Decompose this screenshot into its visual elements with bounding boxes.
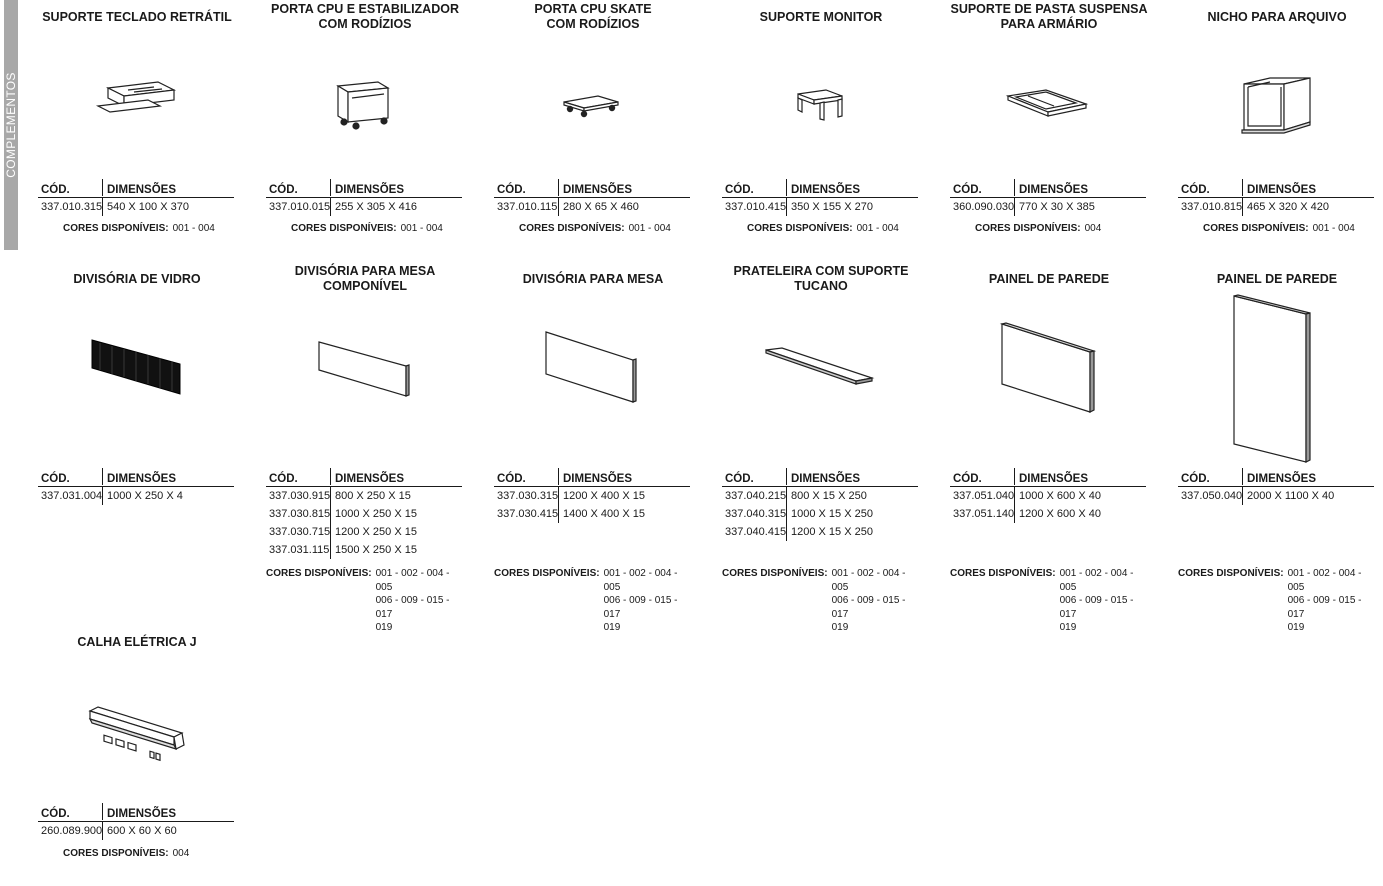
- product-title: PAINEL DE PAREDE: [988, 271, 1110, 286]
- product-illustration: [1178, 60, 1376, 140]
- table-row: 337.030.315 1200 X 400 X 15: [494, 487, 690, 505]
- product-illustration: [722, 60, 920, 140]
- product-illustration: [38, 695, 236, 765]
- wall-panel-drawing: [1178, 294, 1376, 464]
- table-row: 337.010.315 540 X 100 X 370: [38, 198, 234, 216]
- available-colors: CORES DISPONÍVEIS: 001 - 004: [747, 223, 899, 234]
- table-row: 360.090.030 770 X 30 X 385: [950, 198, 1146, 216]
- available-colors: CORES DISPONÍVEIS: 001 - 002 - 004 - 005 006 - 009 - 015 - 017 019: [722, 568, 906, 633]
- product-illustration: [38, 312, 236, 412]
- glass-divider-drawing: [38, 312, 236, 412]
- product-illustration: [1178, 294, 1376, 464]
- spec-table: CÓD. DIMENSÕES 337.040.215 800 X 15 X 250 337.040.315 1000 X 15 X 250 337.040.415 1200 X 15 X 250: [722, 468, 918, 541]
- product-title: PORTA CPU SKATE COM RODÍZIOS: [534, 2, 652, 31]
- keyboard-tray-drawing: [38, 60, 236, 140]
- table-row: 337.050.040 2000 X 1100 X 40: [1178, 487, 1374, 505]
- spec-table: CÓD. DIMENSÕES 337.051.040 1000 X 600 X 40 337.051.140 1200 X 600 X 40: [950, 468, 1146, 523]
- desk-divider-drawing: [494, 312, 692, 412]
- available-colors: CORES DISPONÍVEIS: 004: [975, 223, 1102, 234]
- table-row: 337.010.815 465 X 320 X 420: [1178, 198, 1374, 216]
- table-row: 337.030.715 1200 X 250 X 15: [266, 523, 462, 541]
- product-illustration: [266, 60, 464, 140]
- wall-panel-drawing: [950, 312, 1148, 422]
- section-tab: [4, 0, 18, 250]
- spec-table: CÓD. DIMENSÕES 337.030.915 800 X 250 X 15 337.030.815 1000 X 250 X 15 337.030.715 1200 X 250 X 15 337.031.115 1500 X 250 X 15: [266, 468, 462, 559]
- product-illustration: [494, 60, 692, 140]
- available-colors: CORES DISPONÍVEIS: 001 - 004: [63, 223, 215, 234]
- product-title: DIVISÓRIA PARA MESA COMPONÍVEL: [294, 264, 436, 293]
- table-row: 337.031.115 1500 X 250 X 15: [266, 541, 462, 559]
- spec-table: CÓD. DIMENSÕES 337.030.315 1200 X 400 X 15 337.030.415 1400 X 400 X 15: [494, 468, 690, 523]
- table-row: 260.089.900 600 X 60 X 60: [38, 822, 234, 840]
- product-title: SUPORTE MONITOR: [759, 9, 883, 24]
- table-row: 337.051.140 1200 X 600 X 40: [950, 505, 1146, 523]
- product-title: DIVISÓRIA PARA MESA: [522, 271, 664, 286]
- product-illustration: [494, 312, 692, 412]
- table-row: 337.030.915 800 X 250 X 15: [266, 487, 462, 505]
- spec-table: CÓD. DIMENSÕES 360.090.030 770 X 30 X 385: [950, 179, 1146, 216]
- available-colors: CORES DISPONÍVEIS: 001 - 002 - 004 - 005 006 - 009 - 015 - 017 019: [1178, 568, 1362, 633]
- spec-table: CÓD. DIMENSÕES 337.010.015 255 X 305 X 416: [266, 179, 462, 216]
- cpu-holder-drawing: [266, 60, 464, 140]
- spec-table: CÓD. DIMENSÕES 337.031.004 1000 X 250 X 4: [38, 468, 234, 505]
- table-row: 337.040.315 1000 X 15 X 250: [722, 505, 918, 523]
- table-row: 337.030.415 1400 X 400 X 15: [494, 505, 690, 523]
- product-title: PAINEL DE PAREDE: [1216, 271, 1338, 286]
- spec-table: CÓD. DIMENSÕES 260.089.900 600 X 60 X 60: [38, 803, 234, 840]
- available-colors: CORES DISPONÍVEIS: 001 - 002 - 004 - 005 006 - 009 - 015 - 017 019: [266, 568, 450, 633]
- product-title: PRATELEIRA COM SUPORTE TUCANO: [733, 264, 909, 293]
- shelf-drawing: [722, 312, 920, 412]
- available-colors: CORES DISPONÍVEIS: 001 - 004: [1203, 223, 1355, 234]
- product-illustration: [38, 60, 236, 140]
- product-title: NICHO PARA ARQUIVO: [1207, 9, 1347, 24]
- available-colors: CORES DISPONÍVEIS: 001 - 002 - 004 - 005 006 - 009 - 015 - 017 019: [494, 568, 678, 633]
- product-title: SUPORTE TECLADO RETRÁTIL: [42, 9, 232, 24]
- product-illustration: [950, 312, 1148, 422]
- product-illustration: [950, 60, 1148, 140]
- table-row: 337.040.215 800 X 15 X 250: [722, 487, 918, 505]
- available-colors: CORES DISPONÍVEIS: 001 - 004: [519, 223, 671, 234]
- spec-table: CÓD. DIMENSÕES 337.010.815 465 X 320 X 420: [1178, 179, 1374, 216]
- table-row: 337.040.415 1200 X 15 X 250: [722, 523, 918, 541]
- product-title: SUPORTE DE PASTA SUSPENSA PARA ARMÁRIO: [950, 2, 1148, 31]
- spec-table: CÓD. DIMENSÕES 337.010.315 540 X 100 X 370: [38, 179, 234, 216]
- spec-table: CÓD. DIMENSÕES 337.010.415 350 X 155 X 270: [722, 179, 918, 216]
- product-title: PORTA CPU E ESTABILIZADOR COM RODÍZIOS: [271, 2, 459, 31]
- product-illustration: [722, 312, 920, 412]
- table-row: 337.010.015 255 X 305 X 416: [266, 198, 462, 216]
- spec-table: CÓD. DIMENSÕES 337.050.040 2000 X 1100 X 40: [1178, 468, 1374, 505]
- cable-tray-drawing: [38, 695, 236, 765]
- product-title: DIVISÓRIA DE VIDRO: [73, 271, 201, 286]
- cpu-skate-drawing: [494, 60, 692, 140]
- spec-table: CÓD. DIMENSÕES 337.010.115 280 X 65 X 460: [494, 179, 690, 216]
- table-row: 337.010.115 280 X 65 X 460: [494, 198, 690, 216]
- product-illustration: [266, 312, 464, 412]
- available-colors: CORES DISPONÍVEIS: 004: [63, 848, 190, 859]
- available-colors: CORES DISPONÍVEIS: 001 - 004: [291, 223, 443, 234]
- monitor-stand-drawing: [722, 60, 920, 140]
- table-row: 337.051.040 1000 X 600 X 40: [950, 487, 1146, 505]
- table-row: 337.010.415 350 X 155 X 270: [722, 198, 918, 216]
- table-row: 337.030.815 1000 X 250 X 15: [266, 505, 462, 523]
- table-row: 337.031.004 1000 X 250 X 4: [38, 487, 234, 505]
- file-rail-drawing: [950, 60, 1148, 140]
- product-title: CALHA ELÉTRICA J: [77, 634, 197, 649]
- desk-divider-drawing: [266, 312, 464, 412]
- section-label: COMPLEMENTOS: [4, 72, 18, 178]
- file-niche-drawing: [1178, 60, 1376, 140]
- available-colors: CORES DISPONÍVEIS: 001 - 002 - 004 - 005 006 - 009 - 015 - 017 019: [950, 568, 1134, 633]
